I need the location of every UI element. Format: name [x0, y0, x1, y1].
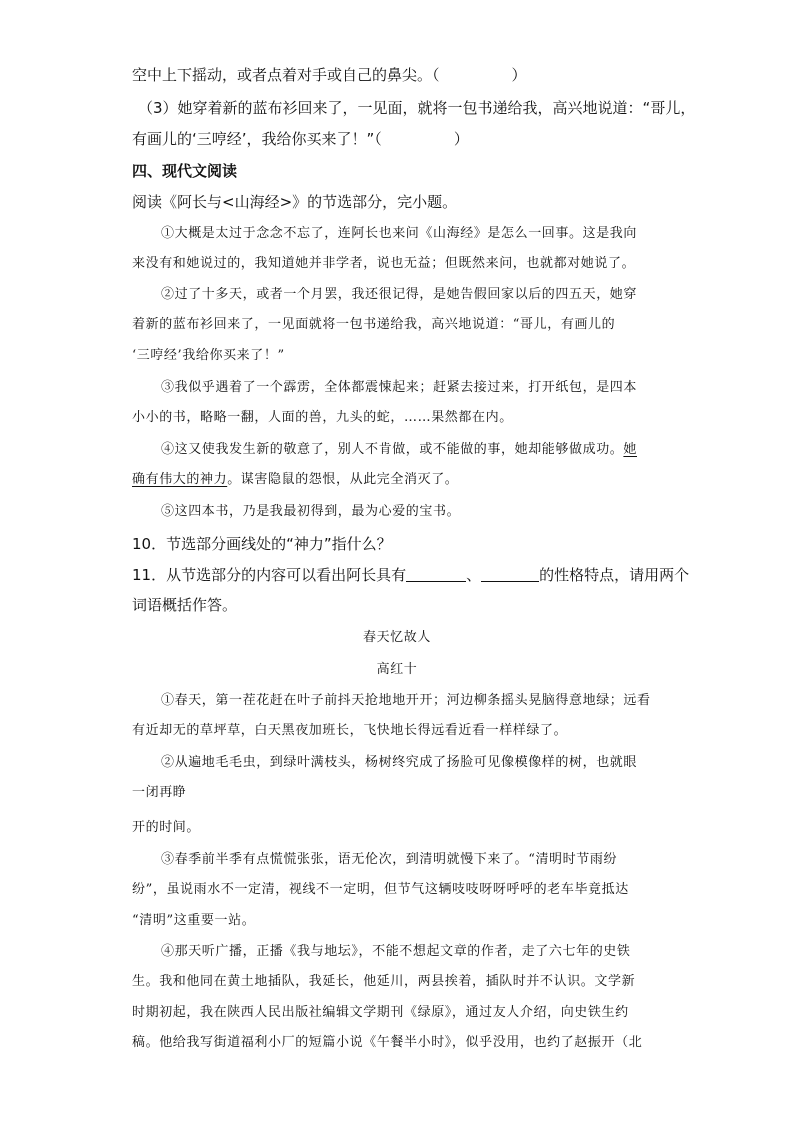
passage2-author: 高红十 [376, 662, 418, 677]
passage2-p4-line-2: 生。我和他同在黄土地插队，我延长，他延川，两县挨着，插队时并不认识。文学新 [132, 974, 636, 989]
passage1-p2-line-3: ‘三哼经’我给你买来了！” [132, 348, 285, 363]
underlined-phrase-start: 她 [623, 442, 638, 457]
sec3-line-3-text: 有画儿的‘三哼经’，我给你买来了！”（ [132, 130, 382, 148]
passage1-p2-line-1: ②过了十多天，或者一个月罢，我还很记得，是她告假回家以后的四五天，她穿 [161, 287, 638, 302]
underlined-phrase: 确有伟大的神力 [132, 472, 228, 487]
answer-blank-4[interactable] [481, 567, 539, 582]
passage2-p2-line-3: 开的时间。 [132, 820, 201, 835]
passage1-p2-line-2: 着新的蓝布衫回来了，一见面就将一包书递给我，高兴地说道：“哥儿，有画儿的 [132, 317, 616, 332]
passage2-p2-line-1: ②从遍地毛毛虫，到绿叶满枝头，杨树终究成了扬脸可见像模像样的树，也就眼 [161, 755, 638, 770]
sec3-line-3-close: ） [453, 130, 469, 148]
passage2-p3-line-1: ③春季前半季有点慌慌张张，语无伦次，到清明就慢下来了。“清明时节雨纷 [161, 852, 618, 867]
passage2-p3-line-3: “清明”这重要一站。 [132, 913, 256, 928]
passage1-p4-line-2-text: 。谋害隐鼠的怨恨，从此完全消灭了。 [227, 472, 459, 487]
sec3-line-1-close: ） [511, 66, 527, 84]
section-intro: 阅读《阿长与<山海经>》的节选部分，完小题。 [132, 193, 458, 211]
section-heading: 四、现代文阅读 [132, 162, 238, 180]
question-11-text-a: 11．从节选部分的内容可以看出阿长具有 [132, 566, 407, 584]
passage1-p4-line-1-text: ④这又使我发生新的敬意了，别人不肯做，或不能做的事，她却能够做成功。 [161, 442, 624, 457]
question-11-line-2: 词语概括作答。 [132, 596, 238, 614]
passage1-p4-line-2 [132, 473, 458, 486]
passage2-title: 春天忆故人 [362, 630, 431, 645]
passage2-p2-line-2: 一闭再睁 [132, 785, 187, 800]
sec3-line-3 [132, 132, 469, 147]
sec3-line-1 [132, 68, 527, 83]
passage2-p4-line-4: 稿。他给我写街道福利小厂的短篇小说《午餐半小时》，似乎没用，也约了赵振开（北 [132, 1035, 643, 1050]
question-11-text-b: 的性格特点，请用两个 [539, 566, 690, 584]
passage1-p3-line-2: 小小的书，略略一翻，人面的兽，九头的蛇，……果然都在内。 [132, 410, 513, 425]
sec3-line-1-text: 空中上下摇动，或者点着对手或自己的鼻尖。（ [132, 66, 440, 84]
passage1-p3-line-1: ③我似乎遇着了一个霹雳，全体都震悚起来；赶紧去接过来，打开纸包，是四本 [161, 380, 638, 395]
question-11-separator: 、 [466, 566, 482, 584]
passage1-p1-line-2: 来没有和她说过的，我知道她并非学者，说也无益；但既然来问，也就都对她说了。 [132, 256, 636, 271]
passage2-p1-line-2: 有近却无的草坪草，白天黑夜加班长，飞快地长得远看近看一样样绿了。 [132, 723, 568, 738]
question-11-line-1 [132, 567, 689, 583]
passage1-p4-line-1 [161, 443, 637, 456]
question-10: 10．节选部分画线处的“神力”指什么？ [132, 535, 392, 553]
passage2-p4-line-1: ④那天听广播，正播《我与地坛》，不能不想起文章的作者，走了六七年的史铁 [161, 944, 631, 959]
passage1-p5-line-1: ⑤这四本书，乃是我最初得到，最为心爱的宝书。 [161, 504, 461, 519]
passage2-p1-line-1: ①春天，第一茬花赶在叶子前抖天抢地地开开；河边柳条摇头晃脑得意地绿；远看 [161, 693, 651, 708]
passage2-p3-line-2: 纷”，虽说雨水不一定清，视线不一定明，但节气这辆吱吱呀呀呼呼的老车毕竟抵达 [132, 882, 629, 897]
passage1-p1-line-1: ①大概是太过于念念不忘了，连阿长也来问《山海经》是怎么一回事。这是我向 [161, 226, 638, 241]
passage2-p4-line-3: 时期初起，我在陕西人民出版社编辑文学期刊《绿原》，通过友人介绍，向史铁生约 [132, 1005, 629, 1020]
sec3-line-2: （3）她穿着新的蓝布衫回来了，一见面，就将一包书递给我，高兴地说道：“哥儿， [138, 99, 696, 117]
answer-blank-3[interactable] [406, 567, 466, 582]
